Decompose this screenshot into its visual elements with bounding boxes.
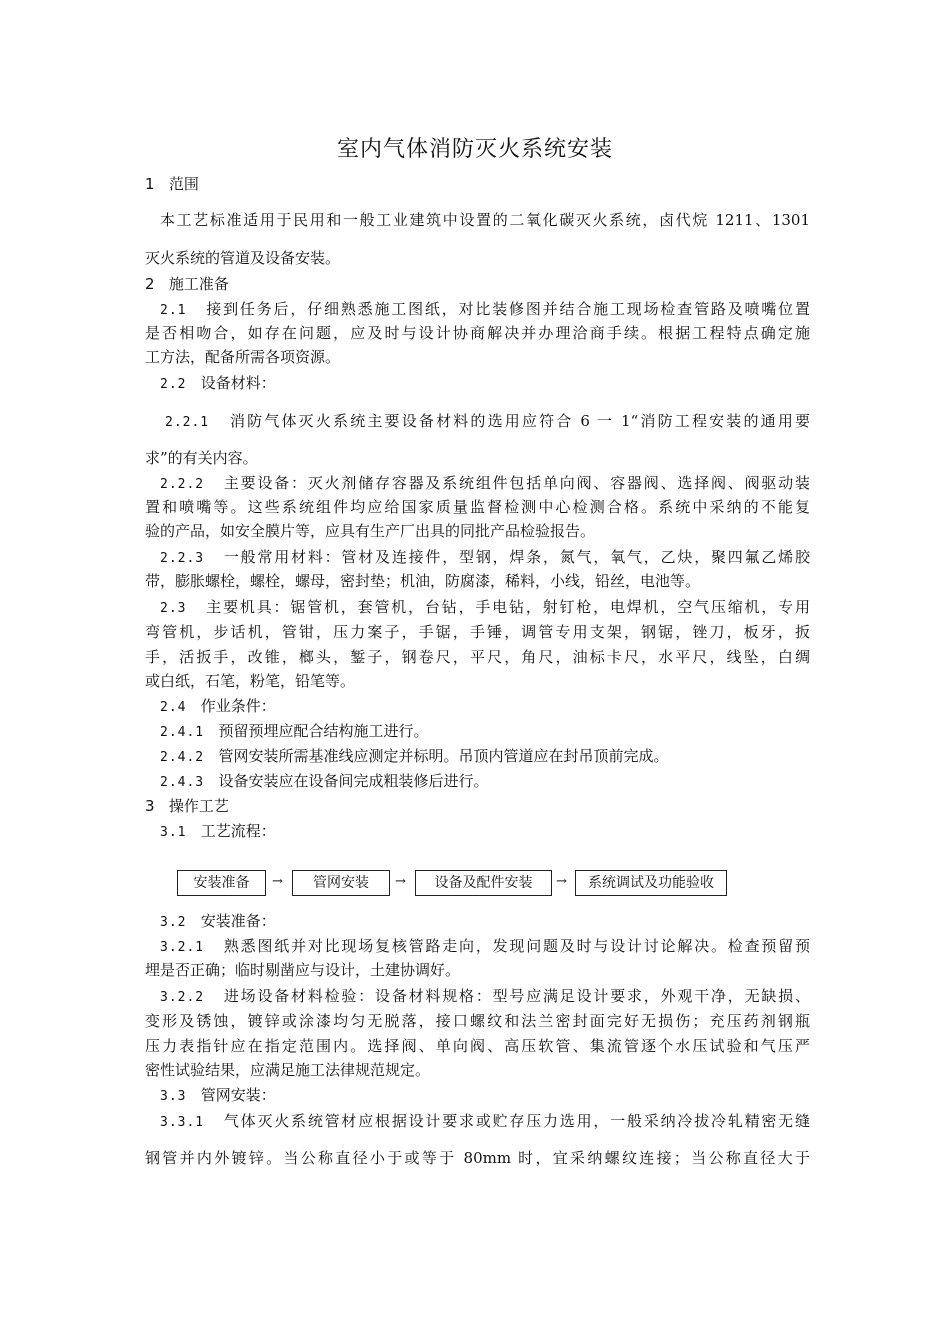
clause-text: 管网安装所需基准线应测定并标明。吊顶内管道应在封吊顶前完成。	[218, 747, 669, 765]
paragraph-line: 求”的有关内容。	[145, 449, 258, 467]
clause-2-4-2	[160, 745, 810, 769]
clause-text: 主要机具：锯管机，套管机，台钻，手电钻，射钉枪，电焊机，空气压缩机，专用	[206, 598, 810, 616]
flow-step-box: 系统调试及功能验收	[575, 870, 727, 896]
clause-2-3-line-1	[160, 596, 810, 620]
paragraph-line: 工方法，配备所需各项资源。	[145, 348, 341, 366]
clause-number: 3.2	[160, 915, 187, 930]
clause-2-4-1	[160, 720, 810, 744]
clause-text: 气体灭火系统管材应根据设计要求或贮存压力选用，一般采纳冷拔冷轧精密无缝	[223, 1112, 810, 1130]
clause-text: 管网安装：	[200, 1086, 276, 1104]
clause-number: 2.2.3	[160, 551, 205, 566]
clause-3-3	[160, 1084, 810, 1108]
section-number: 3	[145, 797, 155, 815]
section-3-heading	[145, 795, 810, 817]
clause-text: 工艺流程：	[200, 822, 276, 840]
clause-3-2-1-line-1	[160, 935, 810, 959]
clause-text: 熟悉图纸并对比现场复核管路走向，发现问题及时与设计讨论解决。检查预留预	[223, 937, 810, 955]
paragraph-line: 灭火系统的管道及设备安装。	[145, 249, 341, 267]
clause-number: 3.2.2	[160, 990, 205, 1005]
section-title: 施工准备	[168, 275, 229, 293]
clause-text: 进场设备材料检验：设备材料规格：型号应满足设计要求，外观干净，无缺损、	[223, 987, 810, 1005]
section-number: 2	[145, 275, 155, 293]
paragraph-line: 埋是否正确；临时剔凿应与设计，土建协调好。	[145, 961, 461, 979]
paragraph-line: 或白纸，石笔，粉笔，铅笔等。	[145, 672, 356, 690]
clause-2-1-line-1	[160, 298, 810, 322]
arrow-right-icon: →	[556, 874, 567, 889]
flow-step-box: 管网安装	[292, 870, 390, 896]
paragraph-line: 本工艺标准适用于民用和一般工业建筑中设置的二氧化碳灭火系统，卤代烷 1211、1301	[160, 211, 810, 229]
clause-text: 设备材料：	[200, 374, 276, 392]
arrow-right-icon: →	[395, 874, 406, 889]
arrow-right-icon: →	[272, 874, 283, 889]
clause-text: 作业条件：	[200, 697, 276, 715]
paragraph-line: 验的产品，如安全膜片等，应具有生产厂出具的同批产品检验报告。	[145, 522, 596, 540]
paragraph-line: 是否相吻合，如存在问题，应及时与设计协商解决并办理洽商手续。根据工程特点确定施	[145, 324, 810, 342]
paragraph-line: 手，活扳手，改锥，榔头，錾子，钢卷尺，平尺，角尺，油标卡尺，水平尺，线坠，白绸	[145, 648, 810, 666]
clause-text: 预留预埋应配合结构施工进行。	[218, 722, 429, 740]
clause-number: 3.1	[160, 825, 187, 840]
clause-number: 3.2.1	[160, 940, 205, 955]
paragraph-line: 带，膨胀螺栓，螺栓，螺母，密封垫；机油，防腐漆，稀料，小线，铅丝，电池等。	[145, 572, 701, 590]
clause-number: 2.4.3	[160, 775, 205, 790]
clause-text: 安装准备：	[200, 912, 276, 930]
flow-step-box: 设备及配件安装	[415, 870, 552, 896]
clause-number: 3.3.1	[160, 1115, 205, 1130]
clause-number: 2.4.1	[160, 725, 205, 740]
clause-2-4	[160, 695, 810, 719]
clause-3-2	[160, 910, 810, 934]
clause-number: 2.2.1	[165, 415, 210, 430]
clause-3-1	[160, 820, 810, 844]
section-number: 1	[145, 175, 155, 193]
clause-text: 一般常用材料：管材及连接件，型钢，焊条，氮气，氧气，乙炔，聚四氟乙烯胶	[223, 548, 810, 566]
clause-number: 2.2.2	[160, 477, 205, 492]
section-2-heading	[145, 273, 810, 295]
section-title: 范围	[168, 175, 199, 193]
clause-2-4-3	[160, 770, 810, 794]
clause-number: 2.4.2	[160, 750, 205, 765]
paragraph-line: 弯管机，步话机，管钳，压力案子，手锯，手锤，调管专用支架，钢锯，锉刀，板牙，扳	[145, 623, 810, 641]
clause-2-2-2-line-1	[160, 472, 810, 496]
section-1-heading	[145, 173, 810, 195]
document-title: 室内气体消防灭火系统安装	[336, 137, 613, 162]
paragraph-line: 变形及锈蚀，镀锌或涂漆均匀无脱落，接口螺纹和法兰密封面完好无损伤；充压药剂钢瓶	[145, 1012, 810, 1030]
clause-number: 3.3	[160, 1089, 187, 1104]
paragraph-line: 密性试验结果，应满足施工法律规范规定。	[145, 1061, 431, 1079]
clause-2-2	[160, 372, 810, 396]
clause-text: 主要设备：灭火剂储存容器及系统组件包括单向阀、容器阀、选择阀、阀驱动装	[223, 474, 810, 492]
clause-number: 2.1	[160, 303, 187, 318]
paragraph-line: 置和喷嘴等。这些系统组件均应给国家质量监督检测中心检测合格。系统中采纳的不能复	[145, 498, 810, 516]
clause-text: 接到任务后，仔细熟悉施工图纸，对比装修图并结合施工现场检查管路及喷嘴位置	[206, 300, 810, 318]
clause-2-2-3-line-1	[160, 546, 810, 570]
paragraph-line: 压力表指针应在指定范围内。选择阀、单向阀、高压软管、集流管逐个水压试验和气压严	[145, 1037, 810, 1055]
clause-text: 消防气体灭火系统主要设备材料的选用应符合 6 一 1“消防工程安装的通用要	[229, 412, 810, 430]
clause-3-3-1-line-1	[160, 1110, 810, 1134]
clause-3-2-2-line-1	[160, 985, 810, 1009]
clause-number: 2.4	[160, 700, 187, 715]
clause-number: 2.3	[160, 601, 187, 616]
paragraph-line: 钢管并内外镀锌。当公称直径小于或等于 80mm 时，宜采纳螺纹连接；当公称直径大于	[145, 1149, 810, 1167]
clause-text: 设备安装应在设备间完成粗装修后进行。	[218, 772, 489, 790]
clause-2-2-1-line-1	[165, 410, 810, 434]
section-title: 操作工艺	[168, 797, 229, 815]
flow-step-box: 安装准备	[177, 870, 266, 896]
clause-number: 2.2	[160, 377, 187, 392]
